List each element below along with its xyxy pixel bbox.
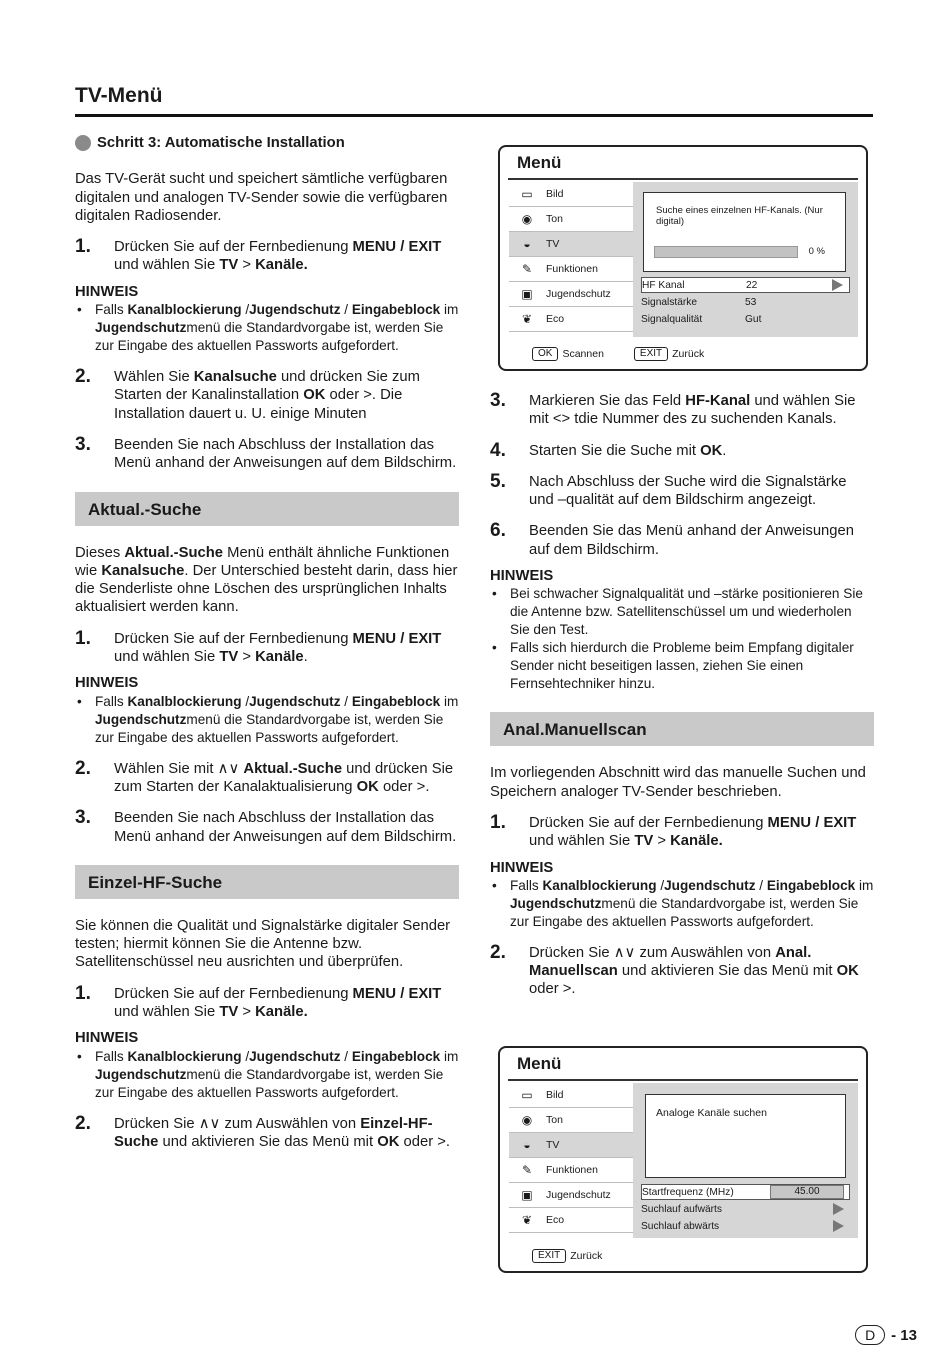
row-signalqualitaet: Signalqualität Gut xyxy=(641,313,762,325)
picture-icon: ▭ xyxy=(521,1088,533,1102)
note-bullet: • Bei schwacher Signalqualität und –stärke positionieren Sie die Antenne bzw. Satellitenschüssel um und wiederholen Sie den Test. xyxy=(492,586,863,638)
menu-item-jugendschutz[interactable]: ▣ Jugendschutz xyxy=(509,282,633,307)
list-item: 5. Nach Abschluss der Suche wird die Signalstärke und –qualität auf dem Bildschirm angezeigt. xyxy=(490,470,847,509)
menu-panel xyxy=(633,1083,858,1238)
search-box: Suche eines einzelnen HF-Kanals. (Nur digital) 0 % xyxy=(643,192,846,272)
step3-intro: Das TV-Gerät sucht und speichert sämtliche verfügbaren digitalen und analogen TV-Sender sowie die verfügbaren digitalen Radiosender. xyxy=(75,171,448,224)
menu-item-eco[interactable]: ❦ Eco xyxy=(509,307,633,332)
ok-key[interactable]: OK xyxy=(532,347,558,361)
note-bullet: • Falls Kanalblockierung /Jugendschutz / Eingabeblock im Jugendschutzmenü die Standardvorgabe ist, werden Sie zur Eingabe des aktuellen Passworts aufgefordert. xyxy=(77,693,459,745)
menu-title: Menü xyxy=(517,1054,562,1073)
left-column xyxy=(75,132,459,1151)
language-badge: D xyxy=(855,1325,885,1345)
list-item: 4. Starten Sie die Suche mit OK. xyxy=(490,439,727,461)
arrow-right-icon xyxy=(833,1220,844,1232)
list-item: 3. Beenden Sie nach Abschluss der Installation das Menü anhand der Anweisungen auf dem Bildschirm. xyxy=(75,807,457,845)
list-item: 3. Markieren Sie das Feld HF-Kanal und wählen Sie mit <> tdie Nummer des zu suchenden Kanals. xyxy=(490,390,856,428)
list-item: 2. Wählen Sie Kanalsuche und drücken Sie zum Starten der Kanalinstallation OK oder >. Die Installation dauert u. U. einige Minuten xyxy=(75,366,420,422)
note-heading: HINWEIS xyxy=(75,1030,139,1047)
menu-panel xyxy=(633,182,858,337)
note-heading: HINWEIS xyxy=(75,675,139,692)
dish-icon: ◒ xyxy=(523,1138,531,1152)
arrow-right-icon xyxy=(833,1203,844,1215)
menu-footer: EXIT Zurück xyxy=(532,1249,602,1263)
note-bullet: • Falls Kanalblockierung /Jugendschutz / Eingabeblock im Jugendschutzmenü die Standardvorgabe ist, werden Sie zur Eingabe des aktuellen Passworts aufgefordert. xyxy=(77,1048,459,1100)
list-item: 1. Drücken Sie auf der Fernbedienung MENU / EXIT und wählen Sie TV > Kanäle. xyxy=(490,811,857,850)
row-startfrequenz[interactable]: Startfrequenz (MHz) 45.00 xyxy=(641,1184,850,1200)
einzel-intro: Sie können die Qualität und Signalstärke digitaler Sender testen; hiermit können Sie die Antenne bzw. Satellitenschüssel neu ausrichten und überprüfen. xyxy=(75,917,451,971)
list-item: 1. Drücken Sie auf der Fernbedienung MENU / EXIT und wählen Sie TV > Kanäle. xyxy=(75,236,442,274)
lock-icon: ▣ xyxy=(521,1188,533,1202)
list-item: 2. Wählen Sie mit ∧∨ Aktual.-Suche und drücken Sie zum Starten der Kanalaktualisierung OK oder >. xyxy=(75,757,454,795)
search-box: Analoge Kanäle suchen xyxy=(645,1094,846,1178)
speaker-icon: ◉ xyxy=(521,212,533,226)
list-item: 2. Drücken Sie ∧∨ zum Auswählen von Einzel-HF-Suche und aktivieren Sie das Menü mit OK oder >. xyxy=(75,1112,450,1150)
bullet-dot-icon xyxy=(75,135,91,151)
exit-key[interactable]: EXIT xyxy=(634,347,668,361)
section-aktual-suche: Aktual.-Suche xyxy=(75,492,459,526)
list-item: 2. Drücken Sie ∧∨ zum Auswählen von Anal. Manuellscan und aktivieren Sie das Menü mit OK oder >. xyxy=(490,941,859,998)
row-suchlauf-aufwaerts[interactable]: Suchlauf aufwärts xyxy=(641,1201,850,1217)
lock-icon: ▣ xyxy=(521,287,533,301)
picture-icon: ▭ xyxy=(521,187,533,201)
section-anal-manuellscan: Anal.Manuellscan xyxy=(490,712,874,746)
section-einzel-hf-suche: Einzel-HF-Suche xyxy=(75,865,459,899)
aktual-intro: Dieses Aktual.-Suche Menü enthält ähnliche Funktionen wie Kanalsuche. Der Unterschied besteht darin, dass hier die Senderliste ohne Löschen des ursprünglichen Inhalts aktualisiert werden kann. xyxy=(75,544,458,616)
note-heading: HINWEIS xyxy=(75,283,139,300)
menu-item-funktionen[interactable]: ✎ Funktionen xyxy=(509,1158,633,1183)
leaf-icon: ❦ xyxy=(521,312,533,326)
page-title: TV-Menü xyxy=(75,84,163,107)
menu-item-eco[interactable]: ❦ Eco xyxy=(509,1208,633,1233)
row-suchlauf-abwaerts[interactable]: Suchlauf abwärts xyxy=(641,1218,850,1234)
list-item: 1. Drücken Sie auf der Fernbedienung MENU / EXIT und wählen Sie TV > Kanäle. xyxy=(75,982,442,1021)
menu-item-jugendschutz[interactable]: ▣ Jugendschutz xyxy=(509,1183,633,1208)
menu-list xyxy=(509,1083,633,1233)
menu-item-funktionen[interactable]: ✎ Funktionen xyxy=(509,257,633,282)
menu-item-tv[interactable]: ◒ TV xyxy=(509,1133,633,1158)
progress-bar xyxy=(654,246,798,258)
menu-list xyxy=(509,182,633,332)
note-bullet: • Falls sich hierdurch die Probleme beim Empfang digitaler Sender nicht beseitigen lassen, ziehen Sie einen Fernsehtechniker hinzu. xyxy=(492,640,854,692)
menu-item-ton[interactable]: ◉ Ton xyxy=(509,1108,633,1133)
right-column xyxy=(490,392,874,999)
menu-item-bild[interactable]: ▭ Bild xyxy=(509,182,633,207)
anal-intro: Im vorliegenden Abschnitt wird das manuelle Suchen und Speichern analoger TV-Sender beschrieben. xyxy=(490,765,866,800)
list-item: 1. Drücken Sie auf der Fernbedienung MENU / EXIT und wählen Sie TV > Kanäle. xyxy=(75,627,442,666)
menu-item-ton[interactable]: ◉ Ton xyxy=(509,207,633,232)
step3-heading: Schritt 3: Automatische Installation xyxy=(75,134,459,152)
title-rule xyxy=(75,114,873,117)
note-bullet: • Falls Kanalblockierung /Jugendschutz / Eingabeblock im Jugendschutzmenü die Standardvorgabe ist, werden Sie zur Eingabe des aktuellen Passworts aufgefordert. xyxy=(77,302,459,354)
row-hf-kanal[interactable]: HF Kanal 22 xyxy=(641,277,850,293)
note-bullet: • Falls Kanalblockierung /Jugendschutz / Eingabeblock im Jugendschutzmenü die Standardvorgabe ist, werden Sie zur Eingabe des aktuellen Passworts aufgefordert. xyxy=(492,877,874,929)
page-number: D - 13 xyxy=(855,1325,917,1345)
row-signalstaerke: Signalstärke 53 xyxy=(641,296,757,308)
menu-screenshot-analog-scan xyxy=(498,1046,868,1273)
frequency-value[interactable]: 45.00 xyxy=(770,1185,844,1199)
leaf-icon: ❦ xyxy=(521,1213,533,1227)
tools-icon: ✎ xyxy=(521,262,533,276)
list-item: 3. Beenden Sie nach Abschluss der Installation das Menü anhand der Anweisungen auf dem Bildschirm. xyxy=(75,433,457,472)
speaker-icon: ◉ xyxy=(521,1113,533,1127)
arrow-right-icon xyxy=(832,279,843,291)
menu-item-tv[interactable]: ◒ TV xyxy=(509,232,633,257)
menu-footer: OK Scannen EXIT Zurück xyxy=(532,347,704,361)
menu-title: Menü xyxy=(517,153,562,172)
note-heading: HINWEIS xyxy=(490,859,554,876)
list-item: 6. Beenden Sie das Menü anhand der Anweisungen auf dem Bildschirm. xyxy=(490,520,854,558)
exit-key[interactable]: EXIT xyxy=(532,1249,566,1263)
tools-icon: ✎ xyxy=(521,1163,533,1177)
menu-item-bild[interactable]: ▭ Bild xyxy=(509,1083,633,1108)
menu-screenshot-hf-search xyxy=(498,145,868,371)
note-heading: HINWEIS xyxy=(490,568,554,585)
dish-icon: ◒ xyxy=(523,237,531,251)
